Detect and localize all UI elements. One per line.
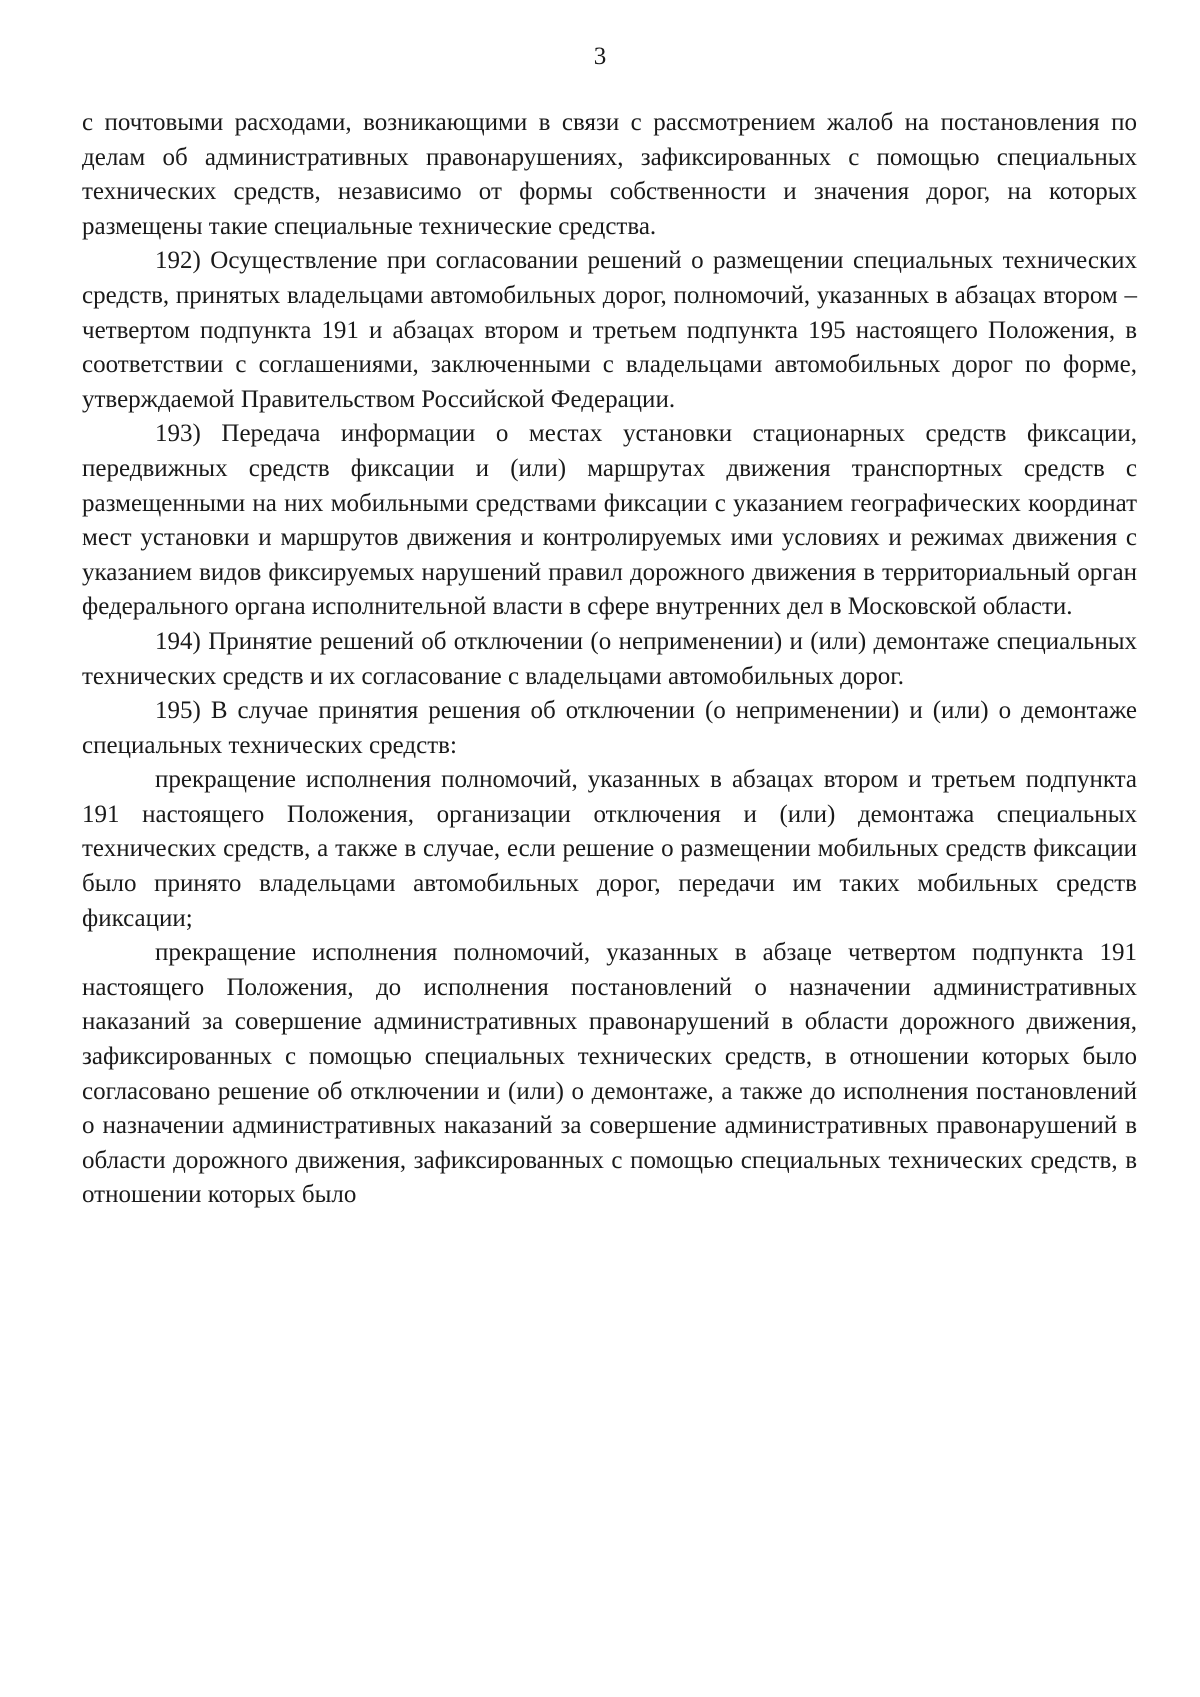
page-number: 3 [593, 43, 607, 70]
paragraph-195-item-2: прекращение исполнения полномочий, указанных в абзаце четвертом подпункта 191 настоящего Положения, до исполнения постановлений о назначении административных наказаний за совершение административных правонарушений в области дорожного движения, зафиксированных с помощью специальных технических средств, в отношении которых было согласовано решение об отключении и (или) о демонтаже, а также до исполнения постановлений о назначении административных наказаний за совершение административных правонарушений в области дорожного движения, зафиксированных с помощью специальных технических средств, в отношении которых было [82, 939, 1137, 1209]
paragraph-193: 193) Передача информации о местах установки стационарных средств фиксации, передвижных средств фиксации и (или) маршрутах движения транспортных средств с размещенными на них мобильными средствами фиксации с указанием географических координат мест установки и маршрутов движения и контролируемых ими условиях и режимах движения с указанием видов фиксируемых нарушений правил дорожного движения в территориальный орган федерального органа исполнительной власти в сфере внутренних дел в Московской области. [82, 420, 1137, 621]
paragraph-194: 194) Принятие решений об отключении (о неприменении) и (или) демонтаже специальных технических средств и их согласование с владельцами автомобильных дорог. [82, 627, 1137, 690]
document-body [82, 106, 1137, 1213]
paragraph-continuation: с почтовыми расходами, возникающими в связи с рассмотрением жалоб на постановления по делам об административных правонарушениях, зафиксированных с помощью специальных технических средств, независимо от формы собственности и значения дорог, на которых размещены такие специальные технические средства. [82, 109, 1137, 240]
paragraph-195: 195) В случае принятия решения об отключении (о неприменении) и (или) о демонтаже специальных технических средств: [82, 697, 1137, 759]
paragraph-195-item-1: прекращение исполнения полномочий, указанных в абзацах втором и третьем подпункта 191 настоящего Положения, организации отключения и (или) демонтажа специальных технических средств, а также в случае, если решение о размещении мобильных средств фиксации было принято владельцами автомобильных дорог, передачи им таких мобильных средств фиксации; [82, 766, 1137, 932]
paragraph-192: 192) Осуществление при согласовании решений о размещении специальных технических средств, принятых владельцами автомобильных дорог, полномочий, указанных в абзацах втором – четвертом подпункта 191 и абзацах втором и третьем подпункта 195 настоящего Положения, в соответствии с соглашениями, заключенными с владельцами автомобильных дорог по форме, утверждаемой Правительством Российской Федерации. [82, 247, 1137, 413]
